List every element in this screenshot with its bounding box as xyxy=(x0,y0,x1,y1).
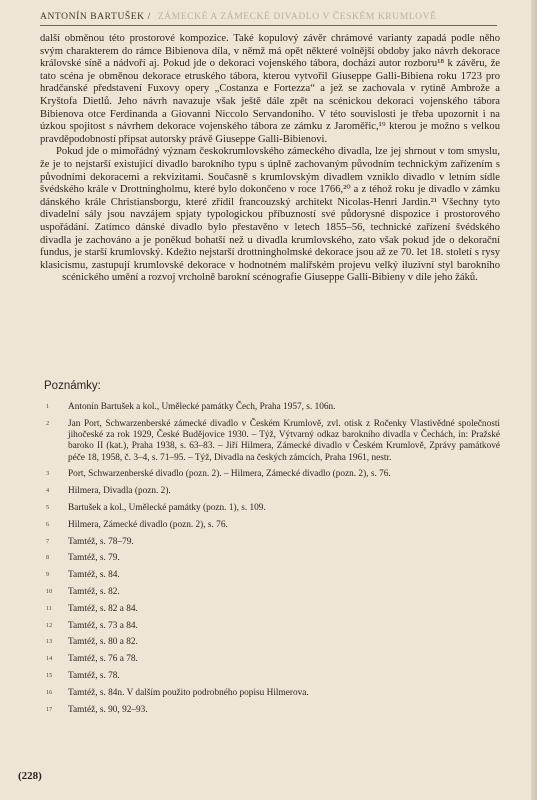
note-text: Tamtéž, s. 80 a 82. xyxy=(68,637,138,648)
note-number: 7 xyxy=(46,537,50,545)
header-rule xyxy=(40,25,497,26)
note-number: 13 xyxy=(46,638,53,646)
note-text: Tamtéž, s. 78–79. xyxy=(68,536,134,547)
paragraph-1: další obměnou této prostorové kompozice. Také kopulový závěr chrámové varianty zapadá podle něho svým charakterem do rámce Bibienova díla, v němž má opět některé volnější obdoby jako návrh dekorace královské síně a nádvoří aj. Pokud jde o dekoraci vojenského tábora, docházi autor rozboru¹⁸ k závěru, že tato scéna je obměnou dekorace etruského tábora, kterou vytvořil Giuseppe Galli-Bibiena roku 1723 pro hradčanské představení Fuxovy opery „Costanza e Fortezza“ a jež se zachovala v rytině Ambrože a Kryštofa Dietlů. Jeho návrh navazuje však ještě dále zpět na scénickou dekoraci vojenského tábora Bibienova otce Ferdinanda a Giovanni Niccolo Servandoniho. V této souvislosti je třeba upozornit i na úzkou spojitost s návrhem dekorace vojenského tábora ze zámku z Jaroměřic,¹⁹ kterou je možno s velkou pravděpodobností připsat autorsky právě Giuseppe Galli-Bibienovi. xyxy=(40,33,500,145)
note-item xyxy=(40,553,500,564)
note-number: 17 xyxy=(46,705,53,713)
note-text: Tamtéž, s. 82 a 84. xyxy=(68,603,138,614)
notes-heading: Poznámky: xyxy=(44,380,101,392)
note-item xyxy=(40,520,500,531)
note-item xyxy=(40,637,500,648)
main-text xyxy=(40,33,500,285)
note-text: Tamtéž, s. 90, 92–93. xyxy=(68,704,148,715)
note-number: 5 xyxy=(46,504,50,512)
note-text: Jan Port, Schwarzenberské zámecké divadlo v Českém Krumlově, zvl. otisk z Ročenky Vlastivědné společnosti jihočeské za rok 1929, České Budějovice 1930. – Týž, Výtvarný odkaz barokního divadla v Čechách, in: Pražské baroko II (kat.), Praha 1938, s. 63–83. – Jiří Hilmera, Zámecké divadlo v Českém Krumlově, Zprávy památkové péče 18, 1958, č. 3–4, s. 71–95. – Týž, Divadla na českých zámcích, Praha 1961, nestr. xyxy=(68,418,500,463)
note-number: 11 xyxy=(46,604,52,612)
note-item xyxy=(40,570,500,581)
note-text: Tamtéž, s. 73 a 84. xyxy=(68,620,138,631)
note-number: 6 xyxy=(46,520,50,528)
note-number: 3 xyxy=(46,470,50,478)
note-number: 14 xyxy=(46,655,53,663)
note-number: 4 xyxy=(46,487,50,495)
note-text: Tamtéž, s. 78. xyxy=(68,671,120,682)
note-item xyxy=(40,671,500,682)
note-text: Hilmera, Divadla (pozn. 2). xyxy=(68,486,171,497)
note-number: 15 xyxy=(46,672,53,680)
note-number: 2 xyxy=(46,419,50,427)
note-text: Bartušek a kol., Umělecké památky (pozn. 1), s. 109. xyxy=(68,503,266,514)
running-head xyxy=(40,12,436,22)
page-number: (228) xyxy=(18,770,42,782)
note-item xyxy=(40,621,500,632)
note-number: 9 xyxy=(46,571,50,579)
note-item xyxy=(40,402,500,413)
note-number: 12 xyxy=(46,621,53,629)
note-text: Tamtéž, s. 76 a 78. xyxy=(68,654,138,665)
note-item xyxy=(40,654,500,665)
page-edge xyxy=(531,0,537,800)
notes-list xyxy=(40,402,500,721)
note-text: Tamtéž, s. 79. xyxy=(68,553,120,564)
note-number: 8 xyxy=(46,554,50,562)
note-number: 16 xyxy=(46,688,53,696)
note-text: Tamtéž, s. 84. xyxy=(68,570,120,581)
paragraph-2: Pokud jde o mimořádný význam českokrumlovského zámeckého divadla, lze jej shrnout v tom smyslu, že je to nejstarší existující divadlo barokního typu s úplně zachovaným původním technickým zařízením s původními dekoracemi a rekvizitami. Současně s krumlovským divadlem vzniklo divadlo v letním sídle švédského krále v Drottningholmu, které bylo dokončeno v roce 1766,²⁰ a z téhož roku je divadlo v zámku dánského krále Christiansborgu, které zřídil francouzský architekt Nicolas-Henri Jardin.²¹ Všechny tyto divadelní sály jsou navzájem spjaty typologickou příbuzností své půdorysné dispozice i prostorového uspořádání. Zatímco dánské divadlo bylo přestavěno v letech 1855–56, technické zařízení švédského divadla je zachováno a je poněkud bohatší než u divadla krumlovského, zato však pokud jde o dekorační fundus, je starší krumlovský. Kdežto nejstarší drottningholmské dekorace jsou až ze 70. let 18. století s rysy klasicismu, zastupují krumlovské dekorace v hodnotném malířském projevu velký iluzivní styl barokního scénického umění a rozvoj vrcholně barokní scénografie Giuseppe Galli-Bibieny v díle jeho žáků. xyxy=(40,146,500,284)
note-number: 10 xyxy=(46,588,53,596)
note-item xyxy=(40,503,500,514)
running-head-author: ANTONÍN BARTUŠEK / xyxy=(40,12,151,22)
running-head-ghost: ZÁMECKÉ A ZÁMECKÉ DIVADLO V ČESKÉM KRUMLOVĚ xyxy=(157,12,437,22)
note-item xyxy=(40,537,500,548)
note-text: Antonín Bartušek a kol., Umělecké památky Čech, Praha 1957, s. 106n. xyxy=(68,402,336,412)
note-text: Hilmera, Zámecké divadlo (pozn. 2), s. 76. xyxy=(68,519,228,530)
note-text: Tamtéž, s. 82. xyxy=(68,587,120,598)
note-item xyxy=(40,705,500,716)
note-number: 1 xyxy=(46,403,50,410)
note-text: Tamtéž, s. 84n. V dalším použito podrobného popisu Hilmerova. xyxy=(68,687,309,698)
note-item xyxy=(40,469,500,480)
note-item xyxy=(40,604,500,615)
note-item xyxy=(40,419,500,464)
note-item xyxy=(40,587,500,598)
note-item xyxy=(40,486,500,497)
note-text: Port, Schwarzenberské divadlo (pozn. 2). – Hilmera, Zámecké divadlo (pozn. 2), s. 76. xyxy=(68,469,391,480)
note-item xyxy=(40,688,500,699)
